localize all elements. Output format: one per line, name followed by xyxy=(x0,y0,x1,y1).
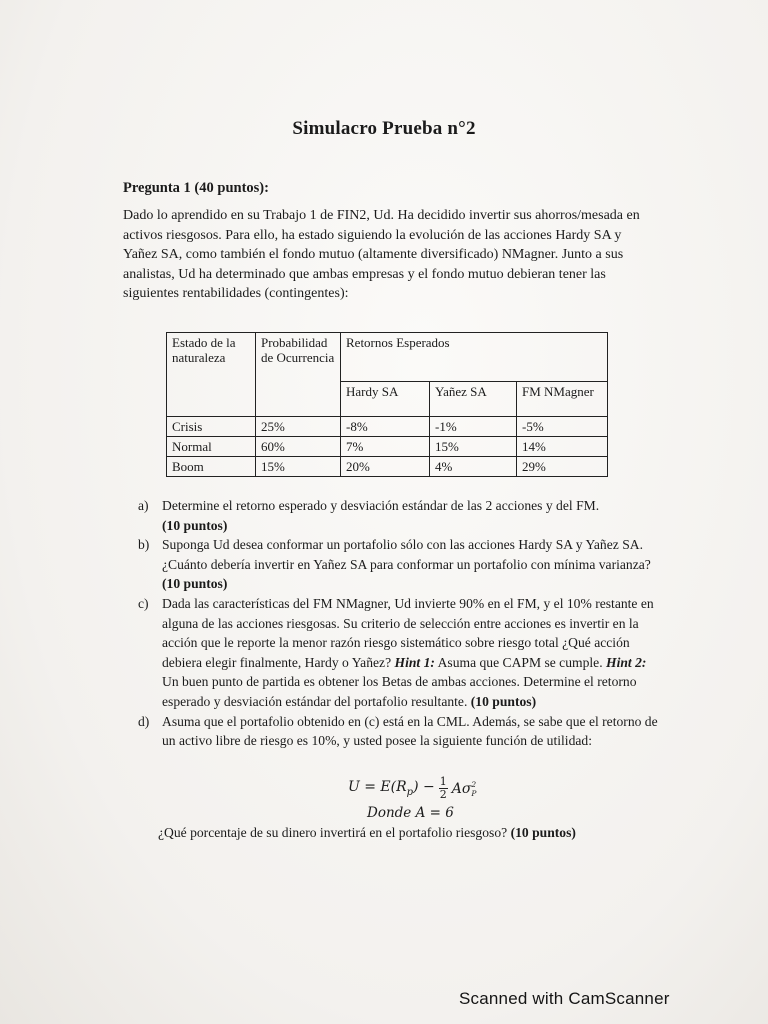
fraction-numerator: 1 xyxy=(439,775,447,788)
formula-sub: p xyxy=(406,786,414,798)
cell-fm: 14% xyxy=(517,437,608,457)
question-d-text: Asuma que el portafolio obtenido en (c) está en la CML. Además, se sabe que el retorno de un activo libre de riesgo es 10%, y usted posee la siguiente función de utilidad: xyxy=(162,713,658,749)
question-c-points: (10 puntos) xyxy=(470,693,537,709)
table-row xyxy=(167,417,608,437)
formula-right-text: Aσ xyxy=(451,780,472,797)
formula-mid: ) − xyxy=(413,779,435,796)
header-hardy: Hardy SA xyxy=(341,382,430,417)
question-label: d) xyxy=(138,713,150,729)
question-a-text: Determine el retorno esperado y desviación estándar de las 2 acciones y del FM. xyxy=(162,498,600,513)
hint1-text: Asuma que CAPM se cumple. xyxy=(437,654,603,670)
question-c xyxy=(138,594,658,712)
fraction-denominator: 2 xyxy=(439,788,447,801)
table-row xyxy=(167,457,608,477)
formula-donde: Donde A = 6 xyxy=(367,805,454,821)
cell-hardy: 7% xyxy=(341,437,430,457)
cell-prob: 60% xyxy=(256,437,341,457)
utility-formula xyxy=(348,776,476,801)
cell-state: Boom xyxy=(167,457,256,477)
header-probability: Probabilidad de Ocurrencia xyxy=(256,333,341,417)
question-label: c) xyxy=(138,595,149,611)
returns-table xyxy=(166,332,608,477)
header-yanez: Yañez SA xyxy=(430,382,517,417)
formula-right xyxy=(452,780,477,798)
question-text xyxy=(162,496,658,535)
formula-left-text: U = E(R xyxy=(348,779,407,796)
question-d-points: (10 puntos) xyxy=(510,825,576,840)
hint2-label: Hint 2: xyxy=(606,654,647,670)
final-question-text: ¿Qué porcentaje de su dinero invertirá en el portafolio riesgoso? xyxy=(158,825,508,840)
question-label: b) xyxy=(138,537,150,553)
table-header-row xyxy=(167,333,608,382)
question-b xyxy=(138,535,658,594)
formula-sub2: P xyxy=(471,788,477,798)
question-b-points: (10 puntos) xyxy=(162,576,228,592)
question-list xyxy=(138,496,658,751)
cell-hardy: 20% xyxy=(341,457,430,477)
formula-sup: 2 xyxy=(471,779,477,789)
header-returns: Retornos Esperados xyxy=(341,333,608,382)
question-heading: Pregunta 1 (40 puntos): xyxy=(123,180,269,196)
question-c-text: Dada las características del FM NMagner, Ud invierte 90% en el FM, y el 10% restante en alguna de las acciones riesgosas. Su criterio de selección entre acciones es invertir en la acción que le reporte la menor razón riesgo sistemático sobre riesgo total ¿Qué acción debiera elegir finalmente, Hardy o Yañez? xyxy=(162,595,654,670)
cell-yanez: 15% xyxy=(430,437,517,457)
cell-fm: 29% xyxy=(517,457,608,477)
camscanner-watermark: Scanned with CamScanner xyxy=(459,989,670,1008)
cell-yanez: -1% xyxy=(430,417,517,437)
question-text xyxy=(162,594,658,712)
cell-hardy: -8% xyxy=(341,417,430,437)
hint1-label: Hint 1: xyxy=(394,654,435,670)
page-title: Simulacro Prueba n°2 xyxy=(292,118,476,139)
question-a-points: (10 puntos) xyxy=(162,517,228,533)
question-a xyxy=(138,496,658,535)
table-row xyxy=(167,437,608,457)
cell-fm: -5% xyxy=(517,417,608,437)
final-question xyxy=(158,823,658,842)
cell-state: Normal xyxy=(167,437,256,457)
question-d xyxy=(138,712,658,751)
intro-paragraph: Dado lo aprendido en su Trabajo 1 de FIN2, Ud. Ha decidido invertir sus ahorros/mesada en activos riesgosos. Para ello, ha estado siguiendo la evolución de las acciones Hardy SA y Yañez SA, como también el fondo mutuo (altamente diversificado) NMagner. Junto a sus analistas, Ud ha determinado que ambas empresas y el fondo mutuo debieran tener las siguientes rentabilidades (contingentes): xyxy=(123,208,640,302)
question-b-text: Suponga Ud desea conformar un portafolio sólo con las acciones Hardy SA y Yañez SA. ¿Cuánto debería invertir en Yañez SA para conformar un portafolio con mínima varianza? xyxy=(162,537,651,572)
formula-fraction xyxy=(439,776,448,801)
header-state: Estado de la naturaleza xyxy=(167,333,256,417)
cell-state: Crisis xyxy=(167,417,256,437)
hint2-text: Un buen punto de partida es obtener los Betas de ambas acciones. Determine el retorno esperado y desviación estándar del portafolio resultante. xyxy=(162,674,637,709)
cell-prob: 25% xyxy=(256,417,341,437)
cell-yanez: 4% xyxy=(430,457,517,477)
header-fm: FM NMagner xyxy=(517,382,608,417)
cell-prob: 15% xyxy=(256,457,341,477)
question-text xyxy=(162,535,658,594)
question-label: a) xyxy=(138,498,149,513)
formula-left xyxy=(348,779,435,798)
